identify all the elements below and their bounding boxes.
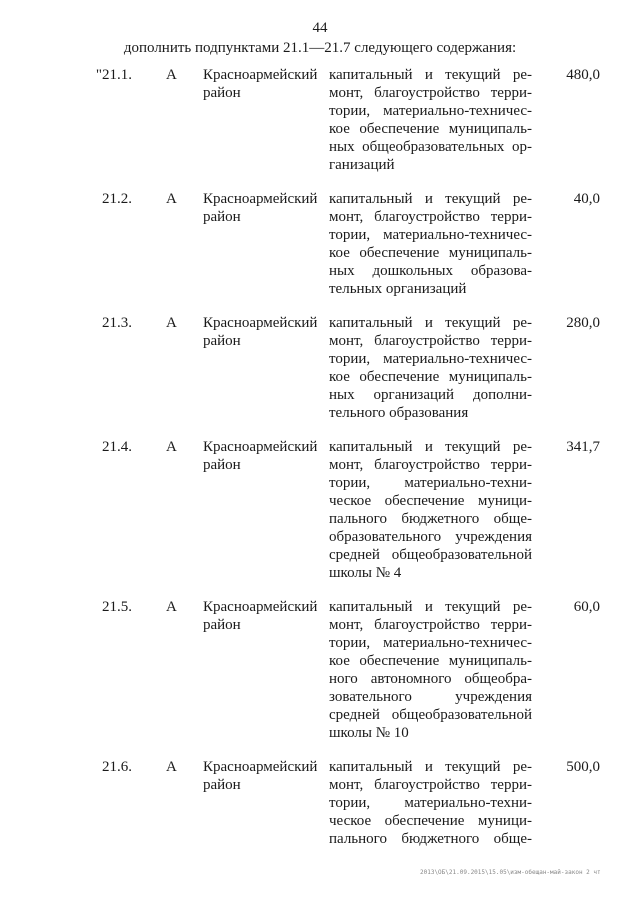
- item-amount: 40,0: [573, 191, 600, 207]
- item-district: [203, 314, 323, 350]
- item-amount: 60,0: [573, 599, 600, 615]
- district-line: Красноармейский: [203, 599, 318, 615]
- item-description: [329, 190, 532, 298]
- item-district: [203, 190, 323, 226]
- description-line: ных дошкольных образова-: [329, 263, 532, 279]
- district-line: район: [203, 333, 241, 349]
- description-line: ных общеобразовательных ор-: [329, 139, 532, 155]
- page-number: 44: [312, 20, 328, 36]
- item-amount: 480,0: [566, 67, 600, 83]
- item-number: 21.4.: [102, 439, 132, 455]
- description-line: зовательного учреждения: [329, 689, 532, 705]
- description-line: тории, материально-техничес-: [329, 103, 532, 119]
- item-district: [203, 438, 323, 474]
- district-line: Красноармейский: [203, 191, 318, 207]
- description-line: кое обеспечение муниципаль-: [329, 245, 532, 261]
- description-line: монт, благоустройство терри-: [329, 617, 532, 633]
- district-line: Красноармейский: [203, 759, 318, 775]
- district-line: Красноармейский: [203, 67, 318, 83]
- item-number: 21.2.: [102, 191, 132, 207]
- district-line: район: [203, 209, 241, 225]
- description-line: кое обеспечение муниципаль-: [329, 121, 532, 137]
- item-number: 21.6.: [102, 759, 132, 775]
- item-description: [329, 314, 532, 422]
- description-line: капитальный и текущий ре-: [329, 315, 532, 331]
- description-line: средней общеобразовательной: [329, 547, 532, 563]
- description-line: школы № 10: [329, 725, 409, 741]
- item-letter: А: [166, 599, 177, 615]
- description-line: тории, материально-техничес-: [329, 227, 532, 243]
- district-line: район: [203, 85, 241, 101]
- item-amount: 341,7: [566, 439, 600, 455]
- description-line: монт, благоустройство терри-: [329, 457, 532, 473]
- description-line: ного автономного общеобра-: [329, 671, 532, 687]
- item-description: [329, 66, 532, 174]
- item-description: [329, 758, 532, 848]
- description-line: капитальный и текущий ре-: [329, 759, 532, 775]
- description-line: капитальный и текущий ре-: [329, 439, 532, 455]
- district-line: район: [203, 777, 241, 793]
- description-line: кое обеспечение муниципаль-: [329, 369, 532, 385]
- item-district: [203, 758, 323, 794]
- description-line: ческое обеспечение муници-: [329, 813, 532, 829]
- description-line: школы № 4: [329, 565, 402, 581]
- description-line: образовательного учреждения: [329, 529, 532, 545]
- description-line: капитальный и текущий ре-: [329, 191, 532, 207]
- description-line: кое обеспечение муниципаль-: [329, 653, 532, 669]
- description-line: капитальный и текущий ре-: [329, 599, 532, 615]
- description-line: тории, материально-техни-: [329, 795, 532, 811]
- description-line: тельного образования: [329, 405, 469, 421]
- item-amount: 280,0: [566, 315, 600, 331]
- item-description: [329, 438, 532, 582]
- description-line: тории, материально-техничес-: [329, 635, 532, 651]
- item-amount: 500,0: [566, 759, 600, 775]
- description-line: тории, материально-техничес-: [329, 351, 532, 367]
- item-letter: А: [166, 191, 177, 207]
- item-number: 21.5.: [102, 599, 132, 615]
- description-line: пального бюджетного обще-: [329, 831, 532, 847]
- item-letter: А: [166, 67, 177, 83]
- district-line: Красноармейский: [203, 315, 318, 331]
- description-line: пального бюджетного обще-: [329, 511, 532, 527]
- item-number: "21.1.: [95, 67, 132, 83]
- description-line: монт, благоустройство терри-: [329, 333, 532, 349]
- description-line: капитальный и текущий ре-: [329, 67, 532, 83]
- item-description: [329, 598, 532, 742]
- district-line: Красноармейский: [203, 439, 318, 455]
- footer-text: 2013\ОБ\21.09.2015\15.05\изм-обещан-май-закон 2 чт: [420, 869, 601, 876]
- description-line: тельных организаций: [329, 281, 467, 297]
- item-district: [203, 66, 323, 102]
- description-line: ганизаций: [329, 157, 395, 173]
- description-line: монт, благоустройство терри-: [329, 85, 532, 101]
- item-letter: А: [166, 315, 177, 331]
- description-line: тории, материально-техни-: [329, 475, 532, 491]
- item-letter: А: [166, 439, 177, 455]
- description-line: средней общеобразовательной: [329, 707, 532, 723]
- item-letter: А: [166, 759, 177, 775]
- district-line: район: [203, 617, 241, 633]
- district-line: район: [203, 457, 241, 473]
- description-line: монт, благоустройство терри-: [329, 209, 532, 225]
- description-line: ных организаций дополни-: [329, 387, 532, 403]
- item-number: 21.3.: [102, 315, 132, 331]
- intro-text: дополнить подпунктами 21.1—21.7 следующего содержания:: [123, 40, 517, 56]
- description-line: монт, благоустройство терри-: [329, 777, 532, 793]
- item-district: [203, 598, 323, 634]
- description-line: ческое обеспечение муници-: [329, 493, 532, 509]
